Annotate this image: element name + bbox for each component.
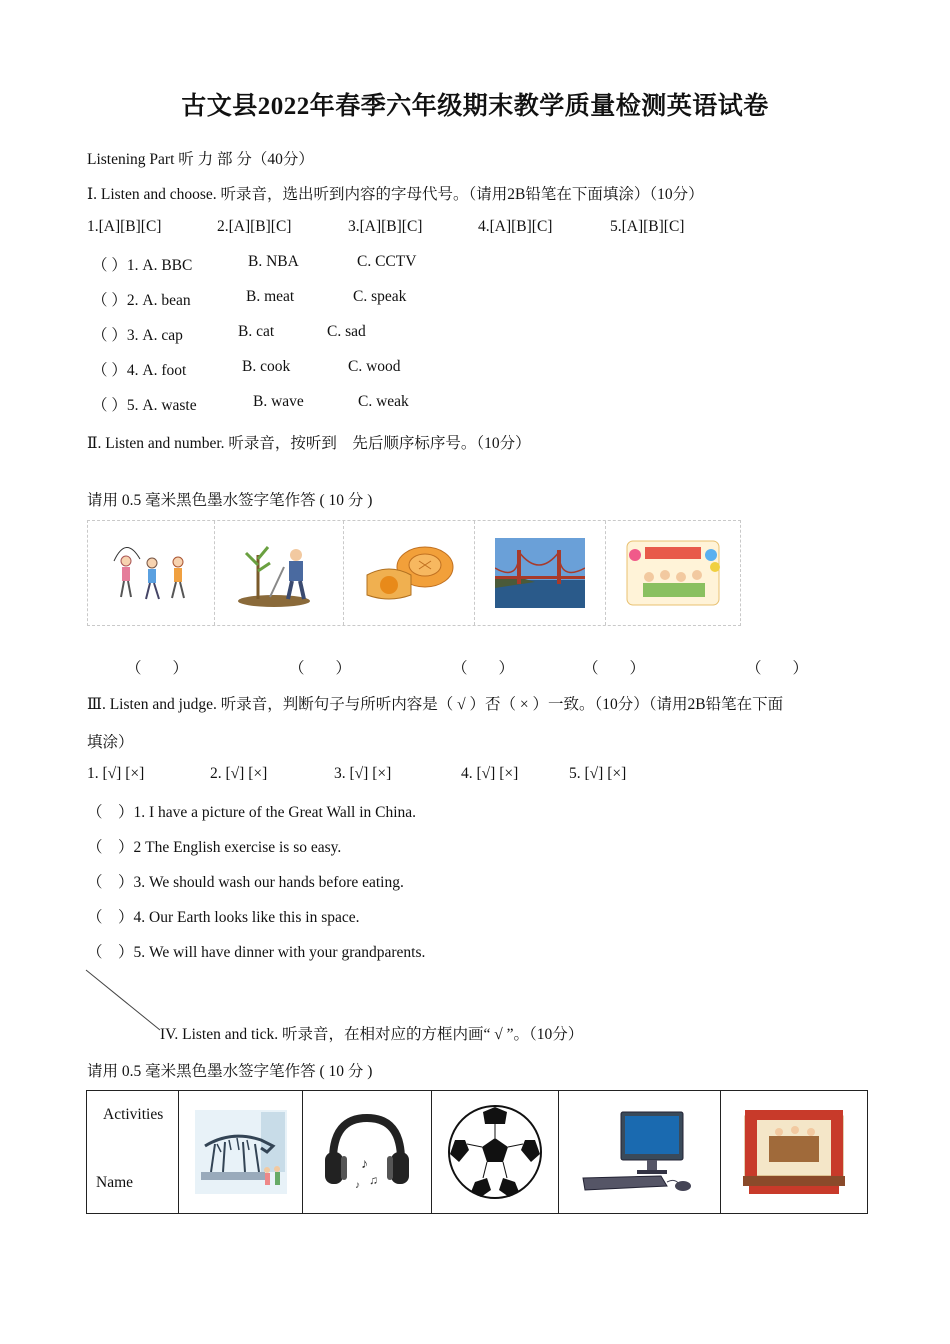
section3-heading: Ⅲ. Listen and judge. 听录音，判断句子与所听内容是（ √ ）否（ × ）一致。（10分）（请用2B铅笔在下面 bbox=[87, 696, 784, 713]
activity-music[interactable] bbox=[303, 1091, 432, 1214]
option-c: C. weak bbox=[358, 393, 409, 410]
judge-sentence: （ ）3. We should wash our hands before eating. bbox=[87, 874, 404, 891]
picture-bridge bbox=[475, 521, 607, 625]
headphones-icon bbox=[317, 1106, 417, 1198]
children-jump-rope-icon bbox=[106, 541, 196, 605]
judge-cell[interactable]: 1. [√] [×] bbox=[87, 765, 145, 782]
activity-museum[interactable] bbox=[179, 1091, 303, 1214]
soccer-ball-icon bbox=[445, 1102, 545, 1202]
section4-pen-note: 请用 0.5 毫米黑色墨水签字笔作答 ( 10 分 ) bbox=[87, 1063, 373, 1080]
judge-sentence: （ ）4. Our Earth looks like this in space. bbox=[87, 909, 360, 926]
option-c: C. speak bbox=[353, 288, 407, 305]
activity-football[interactable] bbox=[432, 1091, 559, 1214]
answer-cell[interactable]: 2.[A][B][C] bbox=[217, 218, 292, 235]
picture-childrens-day bbox=[606, 521, 740, 625]
museum-dinosaur-icon bbox=[191, 1106, 291, 1198]
option-c: C. wood bbox=[348, 358, 401, 375]
tree-planting-icon bbox=[234, 537, 324, 609]
question-num: （ ）4. A. foot bbox=[92, 362, 187, 379]
number-blank[interactable]: （ ） bbox=[452, 660, 515, 677]
option-c: C. sad bbox=[327, 323, 366, 340]
activities-table bbox=[86, 1090, 868, 1214]
diagonal-line bbox=[84, 968, 164, 1034]
option-b: B. cat bbox=[238, 323, 275, 340]
option-b: B. meat bbox=[246, 288, 295, 305]
svg-text:♪: ♪ bbox=[361, 1157, 368, 1172]
question-num: （ ）5. A. waste bbox=[92, 397, 197, 414]
judge-cell[interactable]: 5. [√] [×] bbox=[569, 765, 627, 782]
question-num: （ ）3. A. cap bbox=[92, 327, 183, 344]
number-blank[interactable]: （ ） bbox=[746, 660, 809, 677]
judge-cell[interactable]: 3. [√] [×] bbox=[334, 765, 392, 782]
svg-text:♫: ♫ bbox=[369, 1173, 378, 1187]
option-b: B. cook bbox=[242, 358, 291, 375]
section3-heading-cont: 填涂） bbox=[87, 734, 134, 751]
activities-label: Activities bbox=[103, 1106, 164, 1123]
answer-cell[interactable]: 1.[A][B][C] bbox=[87, 218, 162, 235]
computer-icon bbox=[575, 1106, 705, 1198]
number-blank[interactable]: （ ） bbox=[583, 660, 646, 677]
activity-theater[interactable] bbox=[721, 1091, 868, 1214]
page-title: 古文县2022年春季六年级期末教学质量检测英语试卷 bbox=[181, 93, 769, 120]
name-label: Name bbox=[96, 1174, 134, 1191]
listening-part-heading: Listening Part 听 力 部 分（40分） bbox=[87, 151, 314, 168]
picture-tree-planting bbox=[215, 521, 345, 625]
option-b: B. wave bbox=[253, 393, 304, 410]
golden-gate-bridge-icon bbox=[495, 538, 585, 608]
option-c: C. CCTV bbox=[357, 253, 417, 270]
svg-text:♪: ♪ bbox=[355, 1180, 360, 1191]
number-blank[interactable]: （ ） bbox=[126, 660, 189, 677]
picture-mooncakes bbox=[344, 521, 475, 625]
theater-stage-icon bbox=[739, 1106, 849, 1198]
table-header-cell bbox=[87, 1091, 179, 1214]
mooncake-icon bbox=[359, 541, 459, 605]
question-num: （ ）2. A. bean bbox=[92, 292, 191, 309]
section2-pen-note: 请用 0.5 毫米黑色墨水签字笔作答 ( 10 分 ) bbox=[87, 492, 373, 509]
section4-heading: IV. Listen and tick. 听录音，在相对应的方框内画“ √ ”。（10分） bbox=[160, 1026, 584, 1043]
answer-cell[interactable]: 4.[A][B][C] bbox=[478, 218, 553, 235]
judge-sentence: （ ）5. We will have dinner with your grandparents. bbox=[87, 944, 426, 961]
question-num: （ ）1. A. BBC bbox=[92, 257, 193, 274]
answer-cell[interactable]: 5.[A][B][C] bbox=[610, 218, 685, 235]
answer-cell[interactable]: 3.[A][B][C] bbox=[348, 218, 423, 235]
section2-picture-strip bbox=[87, 520, 741, 626]
picture-jump-rope bbox=[88, 521, 215, 625]
activity-computer[interactable] bbox=[559, 1091, 721, 1214]
number-blank[interactable]: （ ） bbox=[289, 660, 352, 677]
judge-cell[interactable]: 2. [√] [×] bbox=[210, 765, 268, 782]
judge-sentence: （ ）1. I have a picture of the Great Wall in China. bbox=[87, 804, 417, 821]
judge-sentence: （ ）2 The English exercise is so easy. bbox=[87, 839, 342, 856]
section2-heading: Ⅱ. Listen and number. 听录音，按听到 先后顺序标序号。（10分） bbox=[87, 435, 531, 452]
option-b: B. NBA bbox=[248, 253, 299, 270]
section1-heading: Ⅰ. Listen and choose. 听录音，选出听到内容的字母代号。（请用2B铅笔在下面填涂）（10分） bbox=[87, 186, 704, 203]
childrens-day-party-icon bbox=[623, 537, 723, 609]
judge-cell[interactable]: 4. [√] [×] bbox=[461, 765, 519, 782]
